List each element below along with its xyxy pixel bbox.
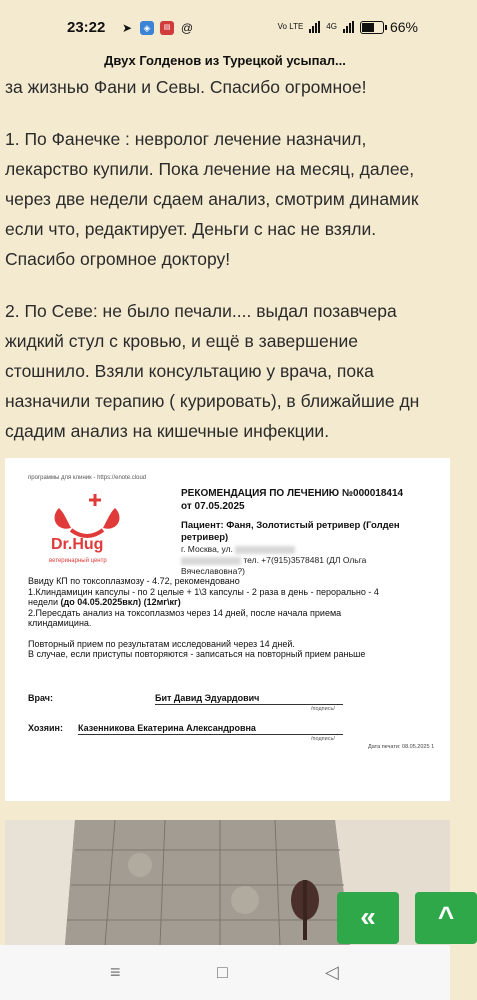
article-line: 1. По Фанечке : невролог лечение назначил, (5, 129, 367, 149)
doctor-sign-label: /подпись/ (311, 706, 335, 712)
article-line: сдадим анализ на кишечные инфекции. (5, 421, 330, 441)
article-line: 2. По Севе: не было печали.... выдал позавчера (5, 301, 397, 321)
article-text (5, 72, 465, 446)
article-line: жидкий стул с кровью, и ещё в завершение (5, 331, 358, 351)
article-line: если что, редактирует. Деньги с нас не взяли. (5, 219, 377, 239)
article-line: лекарство купили. Пока лечение на месяц, далее, (5, 159, 415, 179)
status-bar (0, 0, 450, 50)
telegram-icon: ➤ (121, 21, 133, 35)
at-icon: @ (180, 21, 194, 35)
notification-icons (120, 21, 194, 35)
logo-name: Dr.Hug (51, 536, 104, 553)
redacted-block-2 (181, 557, 241, 565)
print-date: Дата печати: 08.05.2025 1 (368, 744, 435, 750)
system-nav-bar (0, 945, 450, 1000)
logo-subtitle: ветеринарный центр (49, 558, 107, 564)
redacted-block (235, 546, 295, 554)
drhug-logo-icon (45, 488, 155, 578)
app-icon: ◈ (140, 21, 154, 35)
system-status (278, 19, 418, 35)
back-icon[interactable]: ◁ (325, 962, 339, 982)
body-line: 1.Клиндамицин капсулы - по 2 целые + 1\3 капсулы - 2 раза в день - перорально - 4 (28, 586, 379, 597)
address-line: г. Москва, ул. (181, 544, 233, 554)
article-line: назначили терапию ( курировать), в ближайшие дн (5, 391, 420, 411)
body-line: клиндамицина. (28, 618, 92, 628)
battery-icon (360, 21, 384, 34)
owner-name: Казенникова Екатерина Александровна (78, 723, 343, 735)
news-icon: ▤ (160, 21, 174, 35)
patient-line: Пациент: Фаня, Золотистый ретривер (Голден (181, 520, 400, 531)
owner-sign-label: /подпись/ (311, 736, 335, 742)
paragraph-fanya (5, 124, 465, 274)
rec-title-line: РЕКОМЕНДАЦИЯ ПО ЛЕЧЕНИЮ №000018414 (181, 488, 404, 499)
recommendation-body (28, 576, 448, 660)
address-info (181, 544, 446, 577)
back-to-list-button[interactable]: « (337, 892, 399, 944)
body-line: Повторный прием по результатам исследований через 14 дней. (28, 638, 295, 649)
doctor-label: Врач: (28, 693, 54, 703)
article-line: стошнило. Взяли консультацию у врача, пока (5, 361, 374, 381)
patient-breed-line: ретривер) (181, 532, 229, 543)
patient-info (181, 520, 446, 544)
dosage-period: (до 04.05.2025вкл) (12мг\кг) (60, 597, 181, 607)
doctor-name: Бит Давид Эдуардович (155, 693, 343, 705)
contact-name-line: Вячеславовна?) (181, 566, 245, 576)
home-icon[interactable]: □ (217, 962, 228, 982)
paragraph-seva (5, 296, 465, 446)
battery-percent: 66% (389, 19, 418, 35)
body-text: недели (28, 597, 61, 607)
body-line: В случае, если приступы повторяются - записаться на повторный прием раньше (28, 649, 366, 659)
battery-fill (362, 23, 374, 32)
body-line: Ввиду КП по токсоплазмозу - 4.72, рекомендовано (28, 576, 240, 586)
article-line: за жизнью Фани и Севы. Спасибо огромное! (5, 77, 367, 97)
signal-icon-2 (343, 21, 354, 33)
body-line (28, 597, 448, 608)
article-line: через две недели сдаем анализ, смотрим динамик (5, 189, 419, 209)
phone-line: тел. +7(915)3578481 (ДЛ Ольга (243, 555, 367, 565)
scroll-top-button[interactable]: ^ (415, 892, 477, 944)
recommendation-document-image[interactable] (5, 458, 450, 801)
recommendation-title (181, 487, 451, 513)
doc-small-header: программы для клиник - https://enote.cloud (28, 475, 147, 481)
network-4g-label: 4G (326, 22, 337, 31)
body-line: 2.Пересдать анализ на токсоплазмоз через 14 дней, после начала приема (28, 607, 342, 618)
signal-icon (309, 21, 320, 33)
status-time: 23:22 (67, 19, 106, 36)
volte-label: Vo LTE (277, 22, 304, 31)
rec-date-line: от 07.05.2025 (181, 501, 245, 512)
menu-icon[interactable]: ≡ (110, 962, 121, 982)
paragraph-intro (5, 72, 465, 102)
page-title: Двух Голденов из Турецкой усыпал... (104, 53, 346, 68)
article-line: Спасибо огромное доктору! (5, 249, 231, 269)
owner-label: Хозяин: (28, 723, 63, 733)
